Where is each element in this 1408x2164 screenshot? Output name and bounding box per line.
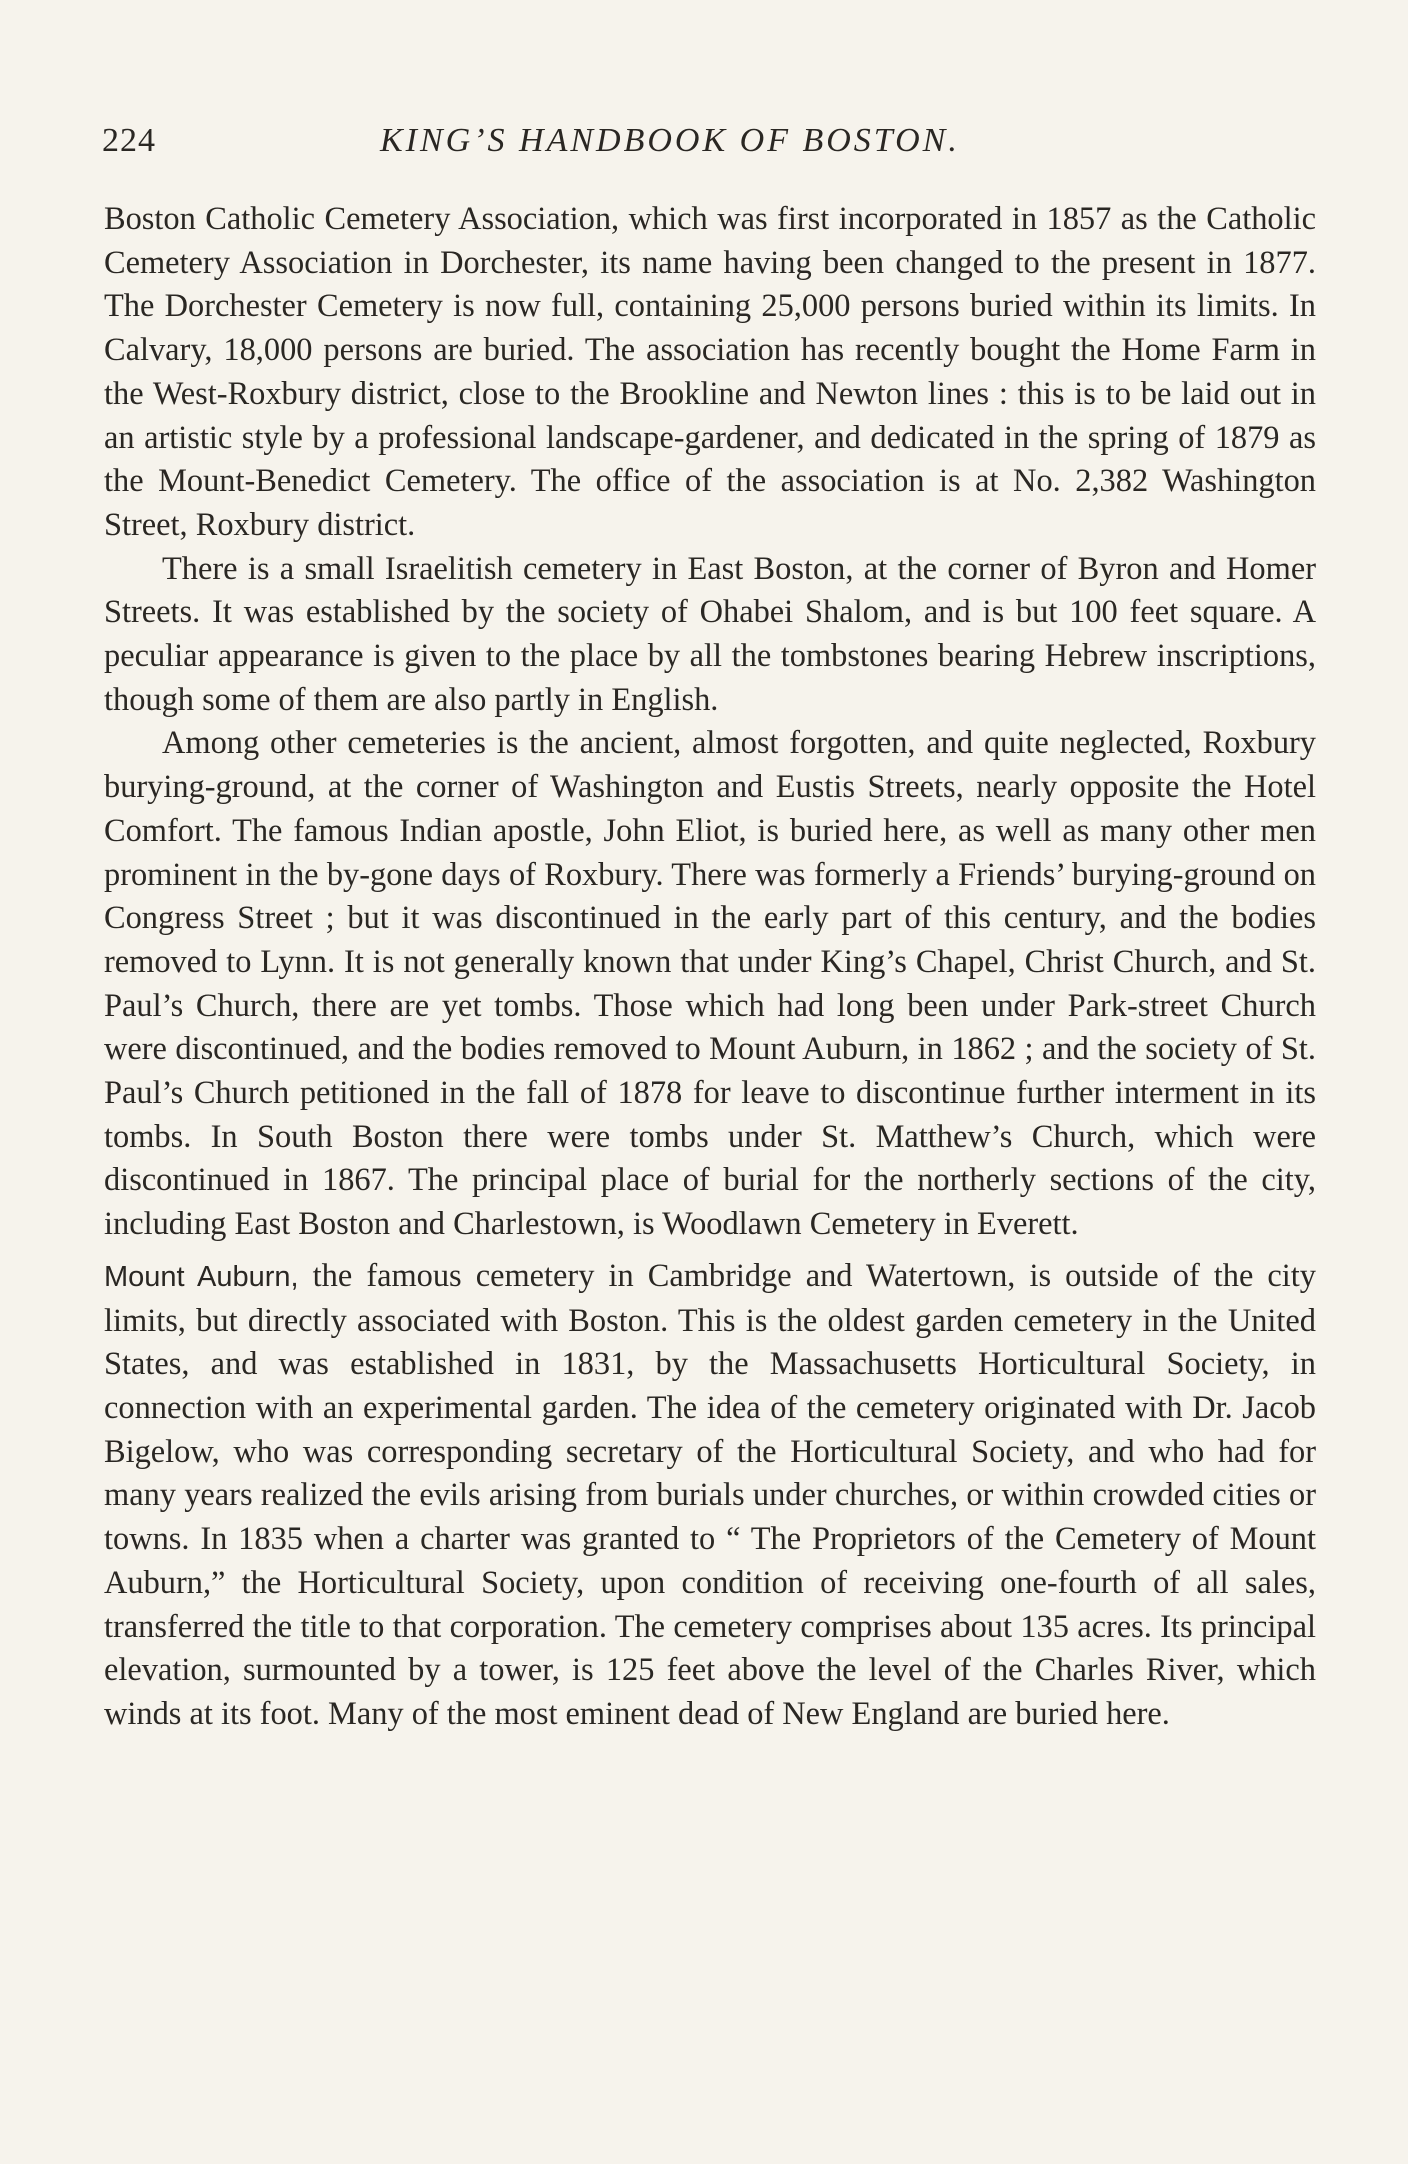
page-number: 224 [102,122,156,159]
running-title: KING’S HANDBOOK OF BOSTON. [380,122,960,159]
mount-auburn-text: the famous cemetery in Cambridge and Watertown, is outside of the city limits, but directly associated with Boston. This is the oldest garden cemetery in the United States, and was established in 1831, by the Massachusetts Horticultural Society, in connection with an experimental garden. The idea of the cemetery originated with Dr. Jacob Bigelow, who was corresponding secretary of the Horticultural Society, and who had for many years realized the evils arising from burials under churches, or within crowded cities or towns. In 1835 when a charter was granted to “ The Proprietors of the Cemetery of Mount Auburn,” the Horticultural Society, upon condition of receiving one-fourth of all sales, transferred the title to that corporation. The cemetery comprises about 135 acres. Its principal elevation, surmounted by a tower, is 125 feet above the level of the Charles River, which winds at its foot. Many of the most eminent dead of New England are buried here. [104,1257,1316,1732]
running-head [0,122,1408,172]
body-text [104,198,1316,1737]
mount-auburn-heading: Mount Auburn, [104,1260,299,1293]
paragraph-israelitish-cemetery: There is a small Israelitish cemetery in East Boston, at the corner of Byron and Homer Streets. It was established by the society of Ohabei Shalom, and is but 100 feet square. A peculiar appearance is given to the place by all the tombstones bearing Hebrew inscriptions, though some of them are also partly in English. [104,550,1316,718]
paragraph-mount-auburn [104,1255,1316,1737]
paragraph-catholic-cemetery: Boston Catholic Cemetery Association, which was first incorporated in 1857 as the Catholic Cemetery Association in Dorchester, its name having been changed to the present in 1877. The Dorchester Cemetery is now full, containing 25,000 persons buried within its limits. In Calvary, 18,000 persons are buried. The association has recently bought the Home Farm in the West-Roxbury district, close to the Brookline and Newton lines : this is to be laid out in an artistic style by a professional landscape-gardener, and dedicated in the spring of 1879 as the Mount-Benedict Cemetery. The office of the association is at No. 2,382 Washington Street, Roxbury district. [104,201,1316,543]
paragraph-other-cemeteries: Among other cemeteries is the ancient, almost forgotten, and quite neglected, Roxbury burying-ground, at the corner of Washington and Eustis Streets, nearly opposite the Hotel Comfort. The famous Indian apostle, John Eliot, is buried here, as well as many other men prominent in the by-gone days of Roxbury. There was formerly a Friends’ burying-ground on Congress Street ; but it was discontinued in the early part of this century, and the bodies removed to Lynn. It is not generally known that under King’s Chapel, Christ Church, and St. Paul’s Church, there are yet tombs. Those which had long been under Park-street Church were discontinued, and the bodies removed to Mount Auburn, in 1862 ; and the society of St. Paul’s Church petitioned in the fall of 1878 for leave to discontinue further interment in its tombs. In South Boston there were tombs under St. Matthew’s Church, which were discontinued in 1867. The principal place of burial for the northerly sections of the city, including East Boston and Charlestown, is Woodlawn Cemetery in Everett. [104,725,1316,1243]
